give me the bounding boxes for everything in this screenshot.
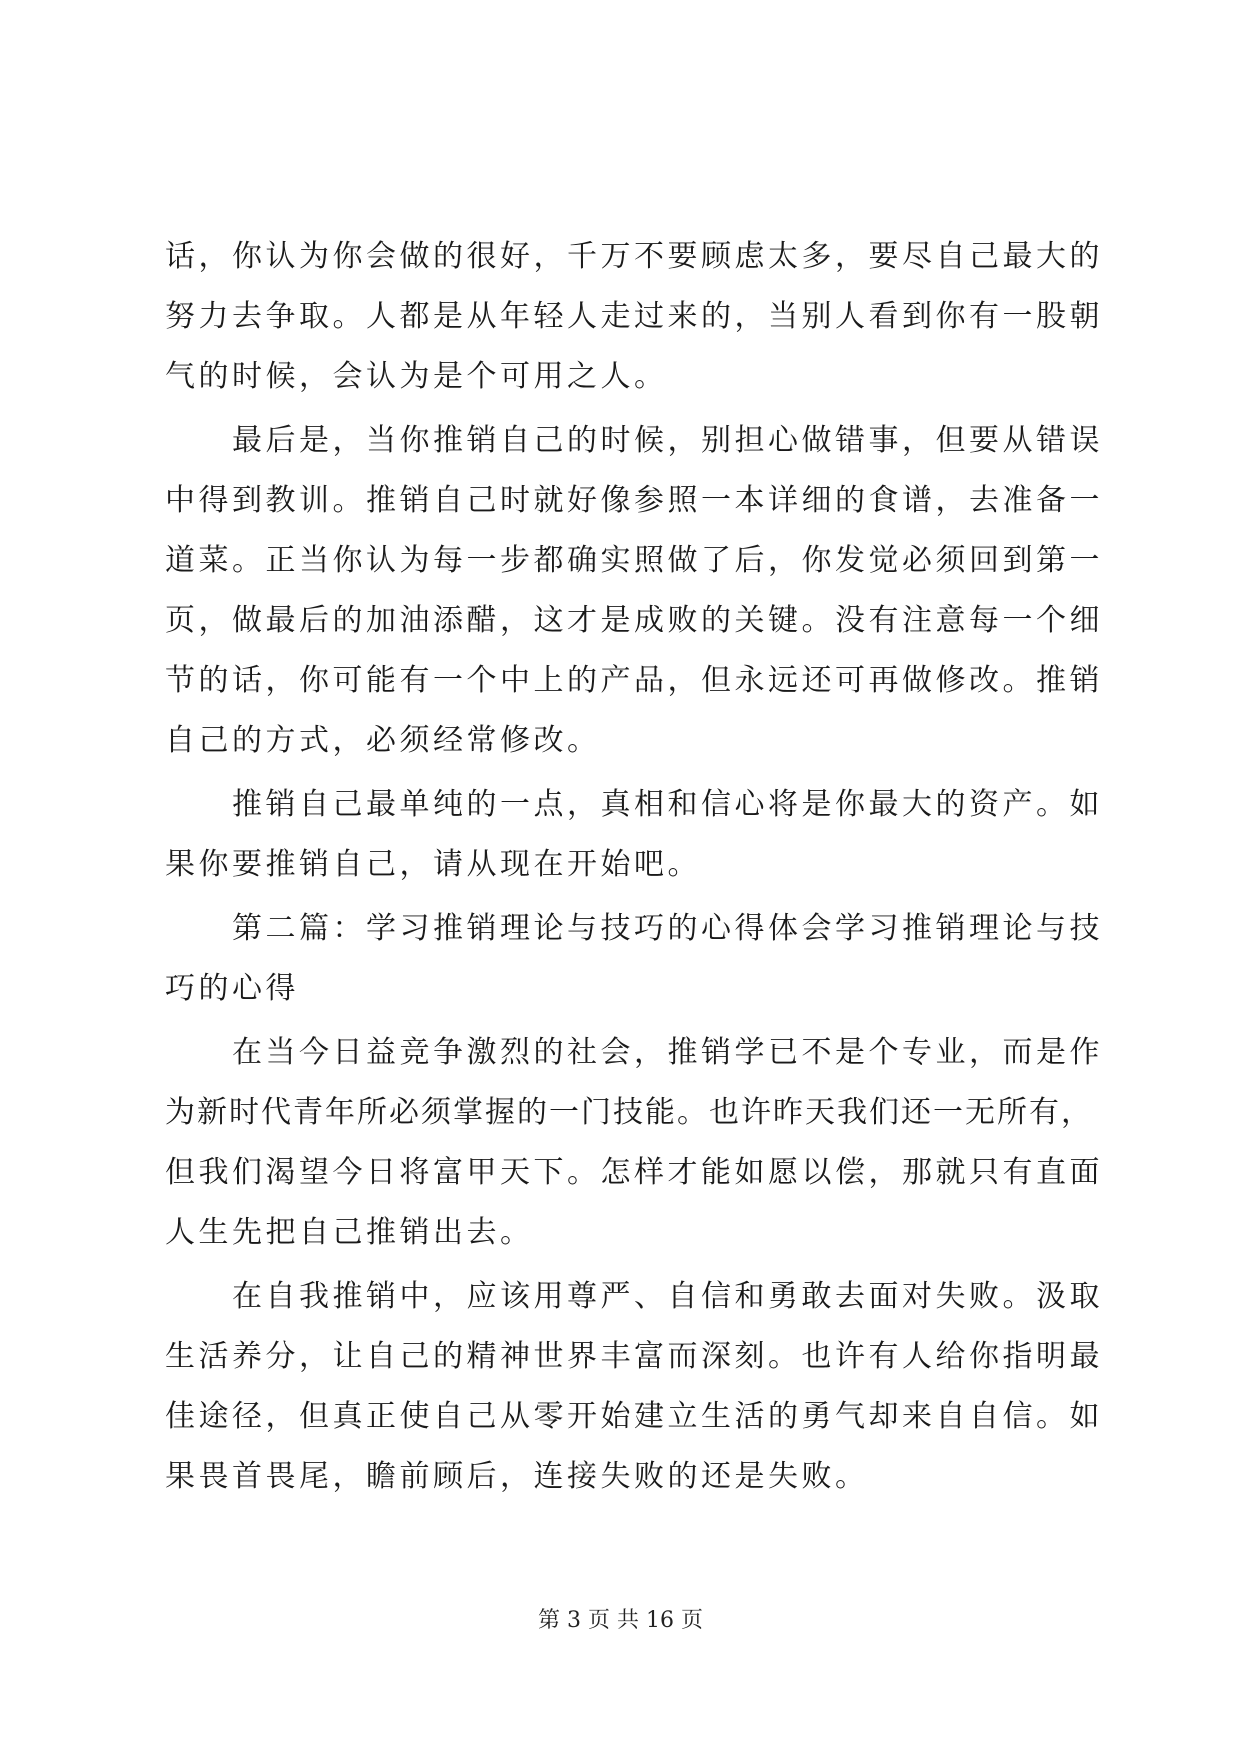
text-line: 努力去争取。人都是从年轻人走过来的，当别人看到你有一股朝: [165, 299, 1103, 334]
text-line: 果畏首畏尾，瞻前顾后，连接失败的还是失败。: [165, 1459, 869, 1494]
section-heading-line: 第二篇：学习推销理论与技巧的心得体会学习推销理论与技: [232, 911, 1103, 946]
paragraph-start-line: 在当今日益竞争激烈的社会，推销学已不是个专业，而是作: [232, 1035, 1103, 1070]
text-line: 为新时代青年所必须掌握的一门技能。也许昨天我们还一无所有，: [165, 1095, 1093, 1130]
text-line: 自己的方式，必须经常修改。: [165, 723, 601, 758]
text-line: 人生先把自己推销出去。: [165, 1215, 534, 1250]
text-line: 道菜。正当你认为每一步都确实照做了后，你发觉必须回到第一: [165, 543, 1103, 578]
text-line: 气的时候，会认为是个可用之人。: [165, 359, 668, 394]
text-line: 果你要推销自己，请从现在开始吧。: [165, 847, 701, 882]
text-line: 佳途径，但真正使自己从零开始建立生活的勇气却来自自信。如: [165, 1399, 1103, 1434]
paragraph-start-line: 推销自己最单纯的一点，真相和信心将是你最大的资产。如: [232, 787, 1103, 822]
paragraph-start-line: 在自我推销中，应该用尊严、自信和勇敢去面对失败。汲取: [232, 1279, 1103, 1314]
text-line: 页，做最后的加油添醋，这才是成败的关键。没有注意每一个细: [165, 603, 1103, 638]
text-line: 生活养分，让自己的精神世界丰富而深刻。也许有人给你指明最: [165, 1339, 1103, 1374]
text-line: 但我们渴望今日将富甲天下。怎样才能如愿以偿，那就只有直面: [165, 1155, 1103, 1190]
section-heading-line: 巧的心得: [165, 971, 299, 1006]
text-line: 话，你认为你会做的很好，千万不要顾虑太多，要尽自己最大的: [165, 239, 1103, 274]
text-line: 节的话，你可能有一个中上的产品，但永远还可再做修改。推销: [165, 663, 1103, 698]
text-line: 中得到教训。推销自己时就好像参照一本详细的食谱，去准备一: [165, 483, 1103, 518]
page-number-footer: 第 3 页 共 16 页: [538, 1608, 703, 1633]
paragraph-start-line: 最后是，当你推销自己的时候，别担心做错事，但要从错误: [232, 423, 1103, 458]
